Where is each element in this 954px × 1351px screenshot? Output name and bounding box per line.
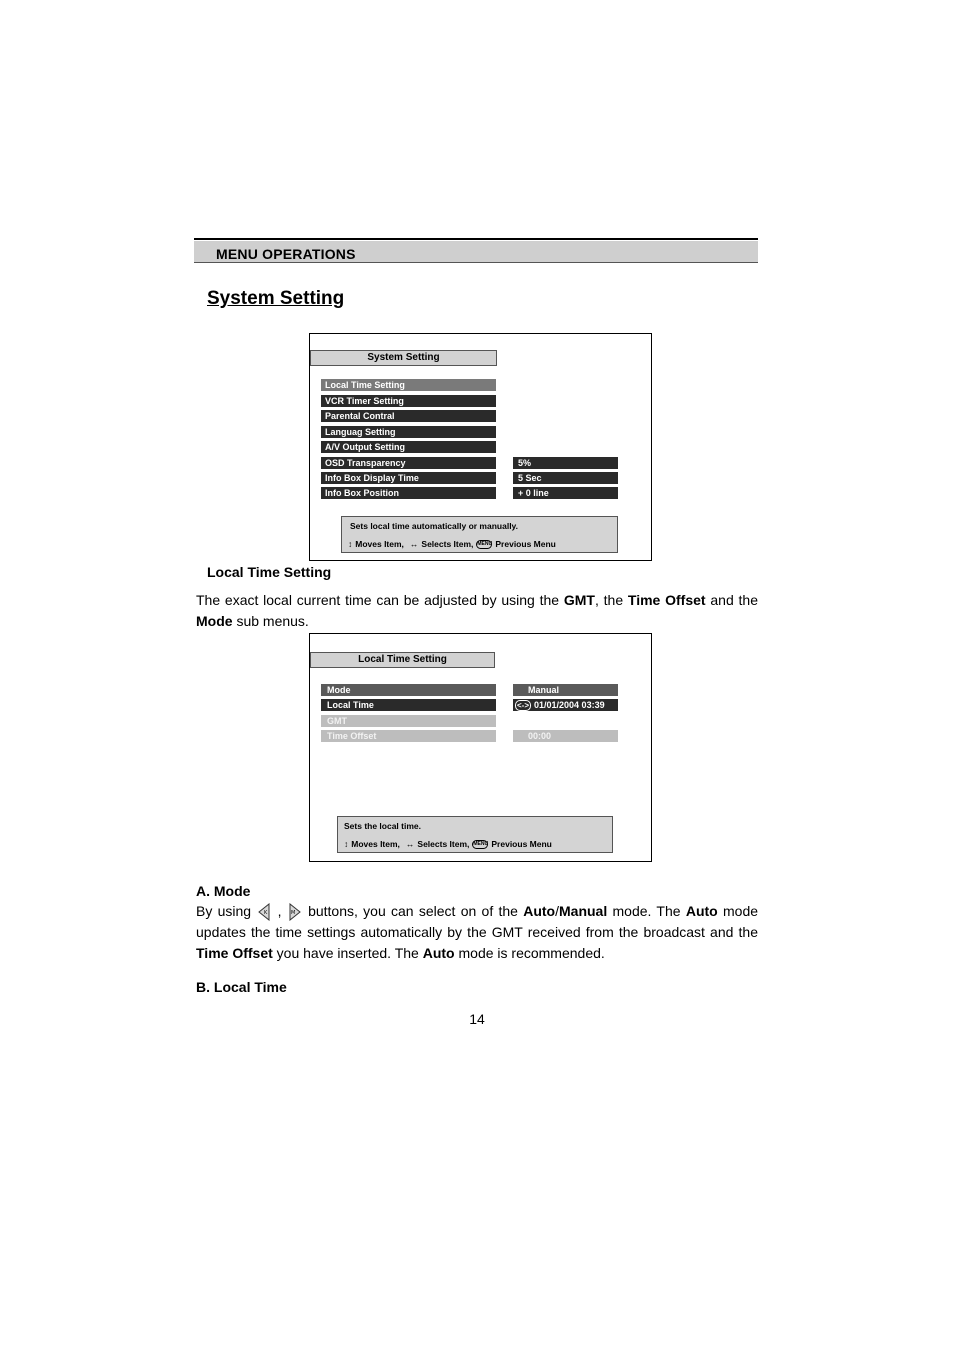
section-a-manual: Manual <box>559 903 608 919</box>
svg-text:K: K <box>264 910 268 916</box>
intro-paragraph <box>196 590 758 632</box>
menu-item-local-time: Local Time <box>321 699 496 711</box>
moves-label: Moves Item, <box>351 839 400 849</box>
help-box <box>337 816 613 853</box>
page-title: System Setting <box>207 288 345 309</box>
menu-item-parental-control: Parental Contral <box>321 410 496 422</box>
help-keys <box>344 839 555 849</box>
value-info-box-position: + 0 line <box>513 487 618 499</box>
section-b-heading: B. Local Time <box>196 979 287 995</box>
menu-item-local-time-setting: Local Time Setting <box>321 379 496 391</box>
right-button-icon <box>289 903 301 921</box>
menu-item-av-output-setting: A/V Output Setting <box>321 441 496 453</box>
section-a-heading: A. Mode <box>196 883 251 899</box>
value-local-time <box>513 699 618 711</box>
section-header <box>194 241 758 263</box>
value-local-time-text: 01/01/2004 03:39 <box>534 700 605 710</box>
intro-text: and the <box>705 592 758 608</box>
page-number: 14 <box>469 1011 485 1027</box>
local-time-setting-screenshot <box>309 633 652 862</box>
menu-item-mode: Mode <box>321 684 496 696</box>
help-keys <box>348 539 559 549</box>
menu-item-info-box-display-time: Info Box Display Time <box>321 472 496 484</box>
help-box <box>341 516 618 553</box>
svg-text:M: M <box>290 910 296 916</box>
selects-label: Selects Item, <box>421 539 474 549</box>
value-mode: Manual <box>513 684 618 696</box>
intro-time-offset: Time Offset <box>627 592 706 608</box>
menu-key-icon: MENU <box>477 540 493 547</box>
section-a-auto: Auto <box>422 945 455 961</box>
intro-text: The exact local current time can be adjusted by using the <box>196 592 564 608</box>
up-down-arrow-icon: ↕ <box>348 539 353 549</box>
previous-menu-label: Previous Menu <box>495 539 556 549</box>
section-a-text: , <box>272 903 287 919</box>
screen-title: Local Time Setting <box>310 652 495 668</box>
left-button-icon <box>258 903 270 921</box>
menu-item-time-offset: Time Offset <box>321 730 496 742</box>
previous-menu-label: Previous Menu <box>491 839 552 849</box>
menu-item-osd-transparency: OSD Transparency <box>321 457 496 469</box>
section-a-time-offset: Time Offset <box>196 945 273 961</box>
menu-item-info-box-position: Info Box Position <box>321 487 496 499</box>
section-a-paragraph <box>196 901 758 964</box>
intro-mode: Mode <box>196 613 233 629</box>
menu-item-gmt: GMT <box>321 715 496 727</box>
menu-key-icon: MENU <box>473 840 489 847</box>
section-a-text: mode updates the time settings automatically by the GMT received from the broadcast and the <box>196 903 759 940</box>
intro-text: , the <box>594 592 628 608</box>
caption-local-time-setting: Local Time Setting <box>207 564 332 580</box>
menu-item-language-setting: Languag Setting <box>321 426 496 438</box>
intro-gmt: GMT <box>563 592 595 608</box>
value-osd-transparency: 5% <box>513 457 618 469</box>
system-setting-screenshot <box>309 333 652 561</box>
intro-text: sub menus. <box>232 613 309 629</box>
moves-label: Moves Item, <box>355 539 404 549</box>
value-time-offset: 00:00 <box>513 730 618 742</box>
menu-item-vcr-timer-setting: VCR Timer Setting <box>321 395 496 407</box>
section-a-text: / <box>555 903 559 919</box>
selects-label: Selects Item, <box>417 839 470 849</box>
left-right-key-icon: <-> <box>517 701 530 710</box>
header-rule <box>194 238 758 240</box>
left-right-arrow-icon: ↔ <box>405 839 415 849</box>
section-header-label: MENU OPERATIONS <box>216 246 356 262</box>
section-a-text: buttons, you can select on of the <box>308 903 524 919</box>
section-a-text: you have inserted. The <box>272 945 423 961</box>
section-a-text: By using <box>196 903 257 919</box>
help-text: Sets the local time. <box>344 821 421 831</box>
value-info-box-display-time: 5 Sec <box>513 472 618 484</box>
section-a-auto: Auto <box>685 903 718 919</box>
up-down-arrow-icon: ↕ <box>344 839 349 849</box>
help-text: Sets local time automatically or manually. <box>350 521 519 531</box>
section-a-auto: Auto <box>523 903 556 919</box>
section-a-text: mode. The <box>607 903 686 919</box>
screen-title: System Setting <box>310 350 497 366</box>
left-right-arrow-icon: ↔ <box>409 539 419 549</box>
section-a-text: mode is recommended. <box>454 945 605 961</box>
